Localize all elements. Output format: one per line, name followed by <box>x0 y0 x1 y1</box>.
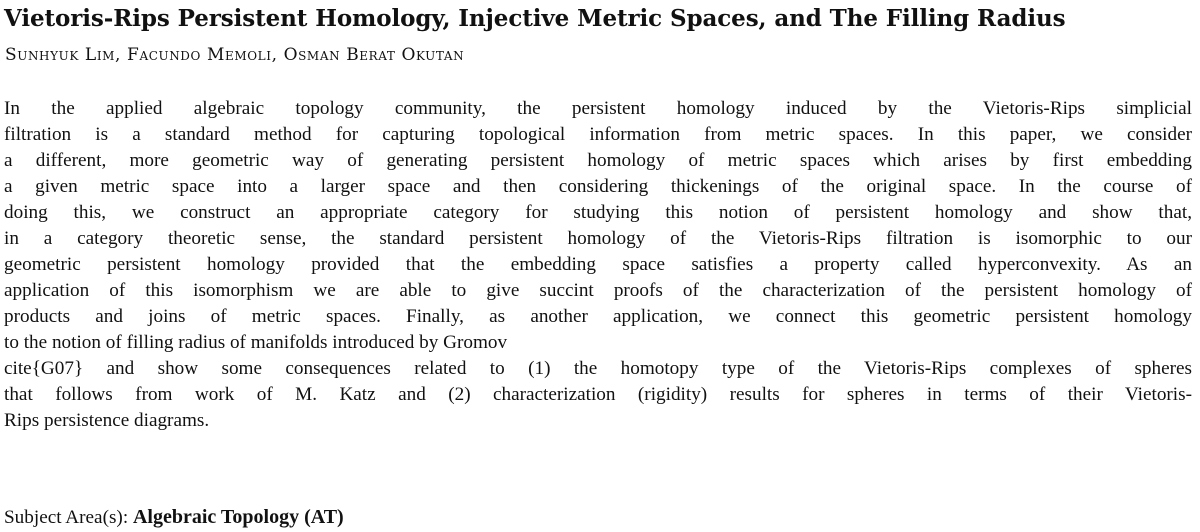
abstract-line: application of this isomorphism we are able to give succint proofs of the characterization of the persistent homology of <box>4 280 1192 301</box>
abstract-line: In the applied algebraic topology community, the persistent homology induced by the Vietoris-Rips simplicial <box>4 98 1192 119</box>
paper-page <box>4 0 1196 532</box>
paper-authors: Sunhyuk Lim, Facundo Memoli, Osman Berat Okutan <box>5 45 465 65</box>
subject-area-label: Subject Area(s): <box>4 507 129 528</box>
abstract <box>4 96 1192 434</box>
abstract-line: Rips persistence diagrams. <box>4 410 210 431</box>
abstract-line: to the notion of filling radius of manifolds introduced by Gromov <box>4 332 508 353</box>
subject-area <box>4 504 344 531</box>
abstract-line: that follows from work of M. Katz and (2) characterization (rigidity) results for spheres in terms of their Vietoris- <box>4 384 1192 405</box>
abstract-line: products and joins of metric spaces. Finally, as another application, we connect this geometric persistent homology <box>4 306 1192 327</box>
abstract-line: filtration is a standard method for capturing topological information from metric spaces. In this paper, we consider <box>4 124 1192 145</box>
abstract-line: a given metric space into a larger space and then considering thickenings of the original space. In the course of <box>4 176 1192 197</box>
abstract-line: doing this, we construct an appropriate category for studying this notion of persistent homology and show that, <box>4 202 1192 223</box>
subject-area-value: Algebraic Topology (AT) <box>132 506 344 528</box>
abstract-line: in a category theoretic sense, the standard persistent homology of the Vietoris-Rips filtration is isomorphic to our <box>4 228 1192 249</box>
abstract-line: geometric persistent homology provided that the embedding space satisfies a property called hyperconvexity. As an <box>4 254 1192 275</box>
abstract-line: a different, more geometric way of generating persistent homology of metric spaces which arises by first embedding <box>4 150 1192 171</box>
paper-title: Vietoris-Rips Persistent Homology, Injective Metric Spaces, and The Filling Radius <box>4 5 1066 32</box>
abstract-line: cite{G07} and show some consequences related to (1) the homotopy type of the Vietoris-Rips complexes of spheres <box>4 358 1192 379</box>
